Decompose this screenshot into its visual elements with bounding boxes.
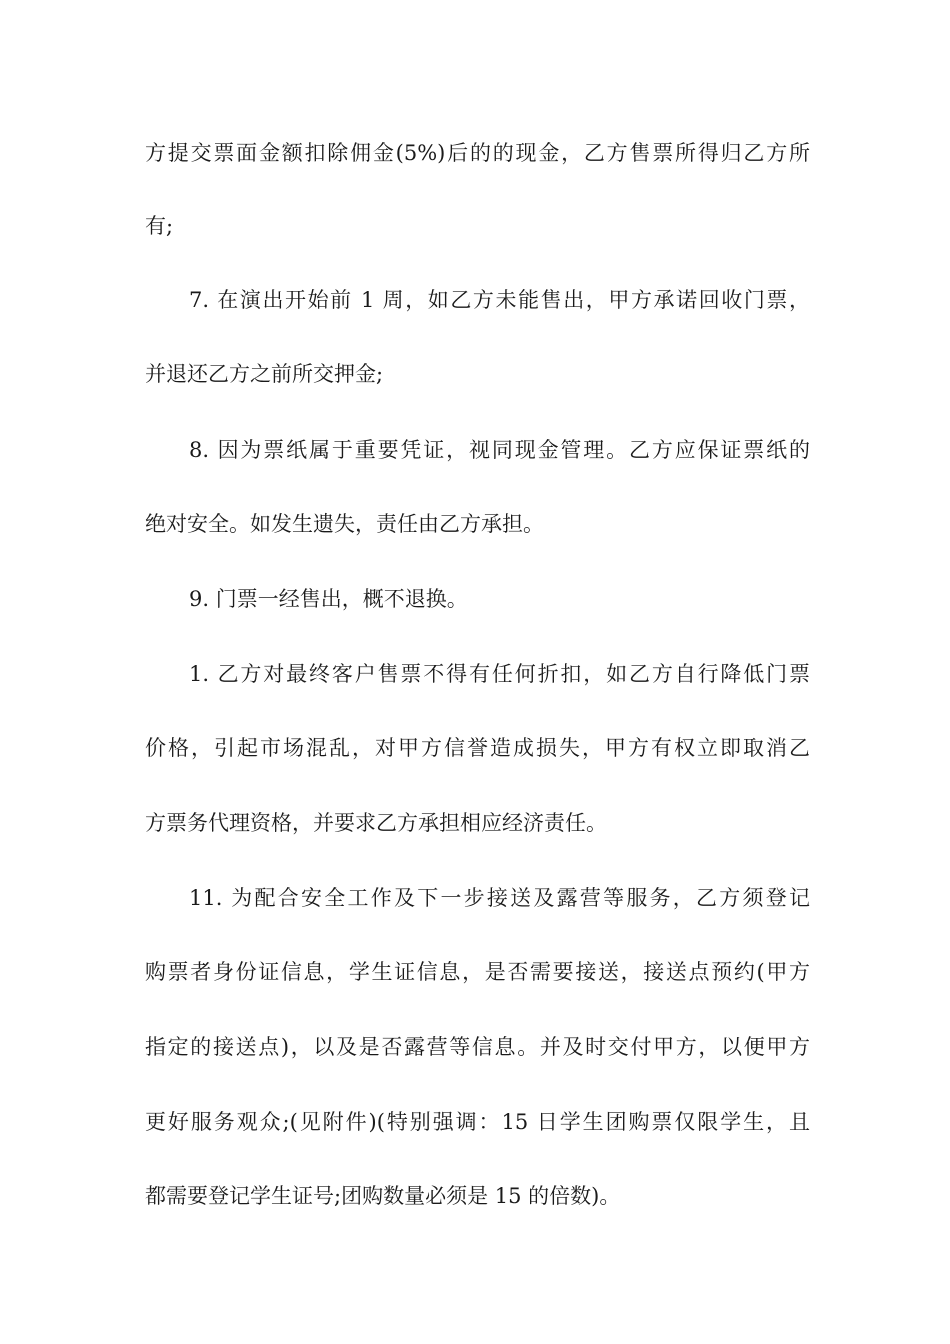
text-line: 购票者身份证信息，学生证信息，是否需要接送，接送点预约(甲方 bbox=[145, 960, 810, 984]
list-item-8: 8. 因为票纸属于重要凭证，视同现金管理。乙方应保证票纸的 bbox=[189, 438, 810, 462]
text-line: 方提交票面金额扣除佣金(5%)后的的现金，乙方售票所得归乙方所 bbox=[145, 141, 810, 165]
text-line: 并退还乙方之前所交押金; bbox=[145, 362, 384, 386]
text-line: 价格，引起市场混乱，对甲方信誉造成损失，甲方有权立即取消乙 bbox=[145, 736, 810, 760]
list-item-7: 7. 在演出开始前 1 周，如乙方未能售出，甲方承诺回收门票， bbox=[189, 288, 810, 312]
text-line: 指定的接送点)，以及是否露营等信息。并及时交付甲方，以便甲方 bbox=[145, 1035, 810, 1059]
text-line: 更好服务观众;(见附件)(特别强调：15 日学生团购票仅限学生，且 bbox=[145, 1110, 810, 1134]
text-line: 都需要登记学生证号;团购数量必须是 15 的倍数)。 bbox=[145, 1184, 621, 1208]
text-line: 有; bbox=[145, 214, 174, 238]
text-line: 方票务代理资格，并要求乙方承担相应经济责任。 bbox=[145, 811, 607, 835]
list-item-1: 1. 乙方对最终客户售票不得有任何折扣，如乙方自行降低门票 bbox=[189, 662, 810, 686]
list-item-11: 11. 为配合安全工作及下一步接送及露营等服务，乙方须登记 bbox=[189, 886, 810, 910]
text-line: 绝对安全。如发生遗失，责任由乙方承担。 bbox=[145, 512, 544, 536]
list-item-9: 9. 门票一经售出，概不退换。 bbox=[189, 587, 468, 611]
